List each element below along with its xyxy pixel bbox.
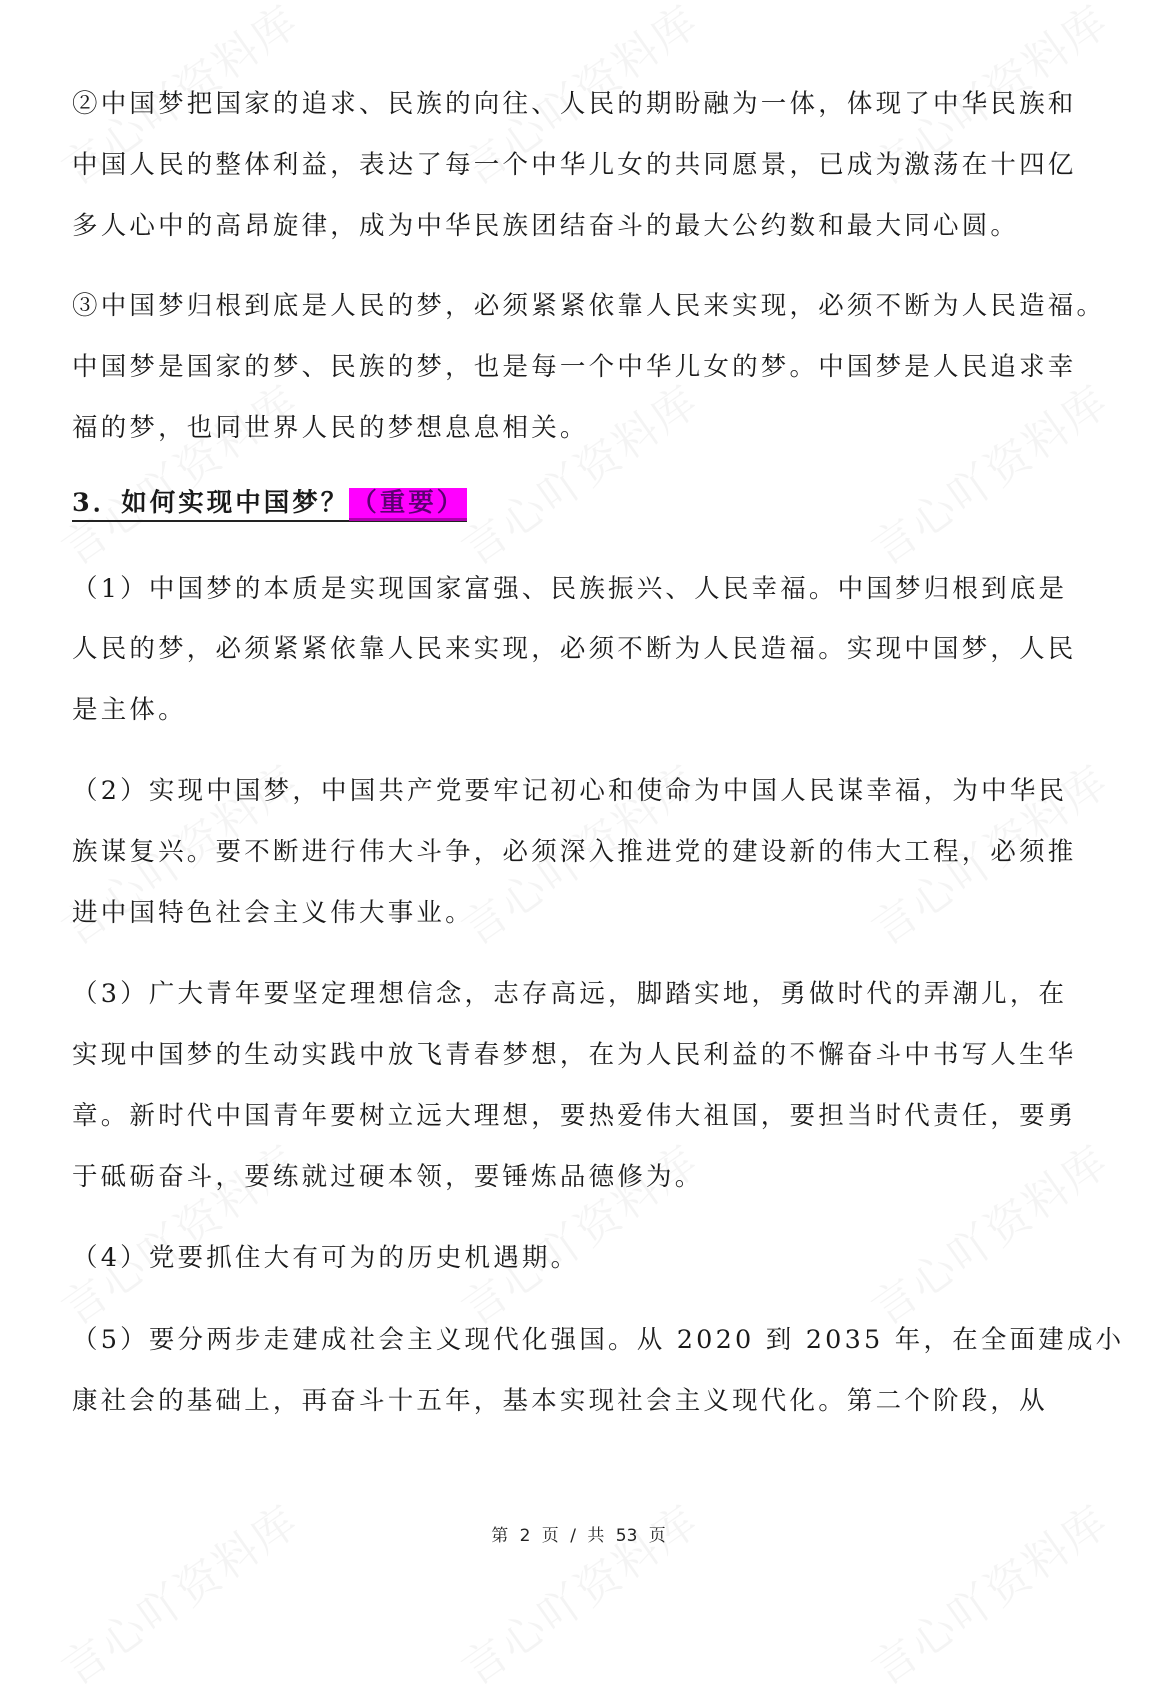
- text-line: 是主体。: [72, 695, 187, 725]
- text-line: 福的梦，也同世界人民的梦想息息相关。: [72, 413, 589, 443]
- text-line: （2）实现中国梦，中国共产党要牢记初心和使命为中国人民谋幸福，为中华民: [72, 776, 1068, 806]
- text-line: 族谋复兴。要不断进行伟大斗争，必须深入推进党的建设新的伟大工程，必须推: [72, 837, 1077, 867]
- text-line: 中国梦是国家的梦、民族的梦，也是每一个中华儿女的梦。中国梦是人民追求幸: [72, 352, 1077, 382]
- text-line: 多人心中的高昂旋律，成为中华民族团结奋斗的最大公约数和最大同心圆。: [72, 211, 1020, 241]
- watermark: [447, 1127, 710, 1338]
- text-line: 实现中国梦的生动实践中放飞青春梦想，在为人民利益的不懈奋斗中书写人生华: [72, 1040, 1077, 1070]
- text-line: ②中国梦把国家的追求、民族的向往、人民的期盼融为一体，体现了中华民族和: [72, 89, 1077, 119]
- important-highlight-badge: （重要）: [349, 488, 467, 521]
- watermark: [857, 1487, 1120, 1697]
- text-line: 中国人民的整体利益，表达了每一个中华儿女的共同愿景，已成为激荡在十四亿: [72, 150, 1077, 180]
- watermark: [47, 1487, 310, 1697]
- text-line: 人民的梦，必须紧紧依靠人民来实现，必须不断为人民造福。实现中国梦，人民: [72, 634, 1077, 664]
- watermark: [857, 1127, 1120, 1338]
- text-line: （1）中国梦的本质是实现国家富强、民族振兴、人民幸福。中国梦归根到底是: [72, 574, 1068, 604]
- watermark: [47, 1127, 310, 1338]
- text-line: 章。新时代中国青年要树立远大理想，要热爱伟大祖国，要担当时代责任，要勇: [72, 1101, 1077, 1131]
- section-heading: [72, 487, 467, 522]
- text-line: ③中国梦归根到底是人民的梦，必须紧紧依靠人民来实现，必须不断为人民造福。: [72, 291, 1106, 321]
- watermark: [857, 367, 1120, 578]
- text-line: （4）党要抓住大有可为的历史机遇期。: [72, 1243, 580, 1273]
- watermark: [47, 367, 310, 578]
- heading-text: 3．如何实现中国梦？: [72, 488, 350, 518]
- text-line: 康社会的基础上，再奋斗十五年，基本实现社会主义现代化。第二个阶段，从: [72, 1386, 1048, 1416]
- page-number-footer: 第 2 页 / 共 53 页: [491, 1526, 666, 1546]
- watermark: [447, 367, 710, 578]
- text-line: （3）广大青年要坚定理想信念，志存高远，脚踏实地，勇做时代的弄潮儿，在: [72, 979, 1068, 1009]
- watermark: [447, 1487, 710, 1697]
- text-line: 进中国特色社会主义伟大事业。: [72, 898, 474, 928]
- text-line: （5）要分两步走建成社会主义现代化强国。从 2020 到 2035 年，在全面建成小: [72, 1325, 1125, 1355]
- text-line: 于砥砺奋斗，要练就过硬本领，要锤炼品德修为。: [72, 1162, 704, 1192]
